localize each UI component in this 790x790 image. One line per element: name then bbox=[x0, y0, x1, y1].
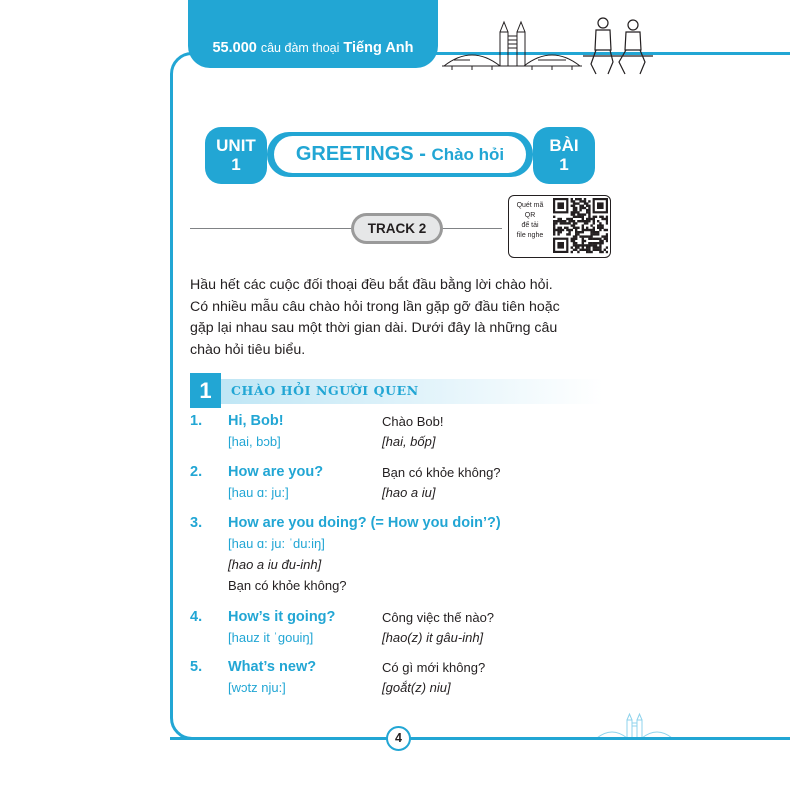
phrase-number: 5. bbox=[190, 659, 203, 675]
phrase-ipa: [hau ɑ: ju: ˈdu:iŋ] bbox=[228, 536, 325, 551]
section-title: CHÀO HỎI NGƯỜI QUEN bbox=[231, 383, 419, 398]
header-tab bbox=[188, 0, 438, 68]
qr-caption-line: file nghe bbox=[516, 232, 544, 239]
qr-code-icon[interactable] bbox=[553, 198, 608, 254]
title-separator: - bbox=[419, 143, 426, 165]
phrase-number: 4. bbox=[190, 609, 203, 625]
phrase-ipa: [hau ɑ: ju:] bbox=[228, 485, 289, 500]
book-title-end: Tiếng Anh bbox=[343, 40, 414, 56]
phrase-vietnamese: Bạn có khỏe không? bbox=[382, 465, 501, 480]
qr-caption-line: QR bbox=[524, 212, 536, 219]
phrase-english: How are you? bbox=[228, 464, 324, 480]
intro-line: Có nhiều mẫu câu chào hỏi trong lần gặp gỡ đầu tiên hoặc bbox=[190, 298, 560, 315]
intro-line: chào hỏi tiêu biểu. bbox=[190, 341, 306, 358]
section-number: 1 bbox=[190, 373, 221, 408]
phrase-english: What’s new? bbox=[228, 659, 317, 675]
people-illustration bbox=[583, 16, 653, 76]
phrase-number: 3. bbox=[190, 515, 203, 531]
phrase-ipa: [hauz it ˈgouiŋ] bbox=[228, 630, 314, 645]
qr-caption-line: để tải bbox=[521, 222, 539, 229]
phrase-vietnamese: Bạn có khỏe không? bbox=[228, 578, 347, 593]
book-title bbox=[188, 40, 438, 56]
phrase-pronunciation: [hao a iu] bbox=[382, 485, 436, 500]
qr-caption bbox=[510, 201, 550, 241]
page-title bbox=[274, 136, 526, 173]
intro-paragraph bbox=[190, 275, 620, 361]
footer-line bbox=[170, 737, 770, 740]
book-title-number: 55.000 bbox=[212, 40, 257, 56]
lesson-label: BÀI bbox=[549, 136, 579, 155]
phrase-number: 2. bbox=[190, 464, 203, 480]
track-divider bbox=[190, 228, 502, 229]
phrase-vietnamese: Chào Bob! bbox=[382, 414, 444, 429]
phrase-vietnamese: Công việc thế nào? bbox=[382, 610, 495, 625]
phrase-pronunciation: [goắt(z) niu] bbox=[382, 680, 451, 695]
phrase-ipa: [hai, bɔb] bbox=[228, 434, 281, 449]
phrase-pronunciation: [hao a iu đu-inh] bbox=[228, 557, 322, 572]
qr-caption-line: Quét mã bbox=[516, 202, 544, 209]
title-english: GREETINGS bbox=[295, 143, 414, 165]
title-vietnamese: Chào hỏi bbox=[431, 145, 505, 164]
page-number: 4 bbox=[386, 726, 411, 751]
phrase-pronunciation: [hao(z) it gâu-inh] bbox=[382, 630, 484, 645]
phrase-vietnamese: Có gì mới không? bbox=[382, 660, 486, 675]
tower-bridge-illustration bbox=[442, 14, 582, 74]
phrase-english: Hi, Bob! bbox=[228, 413, 284, 429]
unit-badge bbox=[205, 127, 267, 184]
intro-line: gặp lại nhau sau một thời gian dài. Dưới đây là những câu bbox=[190, 320, 558, 336]
intro-line: Hầu hết các cuộc đối thoại đều bắt đầu bằng lời chào hỏi. bbox=[190, 277, 553, 293]
lesson-badge bbox=[533, 127, 595, 184]
book-title-middle: câu đàm thoại bbox=[260, 41, 340, 55]
phrase-pronunciation: [hai, bốp] bbox=[382, 434, 436, 449]
phrase-english: How are you doing? (= How you doin’?) bbox=[228, 515, 501, 531]
phrase-english: How’s it going? bbox=[228, 609, 336, 625]
lesson-number: 1 bbox=[559, 155, 569, 174]
unit-number: 1 bbox=[231, 155, 241, 174]
unit-label: UNIT bbox=[216, 136, 256, 155]
track-badge: TRACK 2 bbox=[354, 216, 440, 241]
phrase-ipa: [wɔtz nju:] bbox=[228, 680, 286, 695]
phrase-number: 1. bbox=[190, 413, 203, 429]
